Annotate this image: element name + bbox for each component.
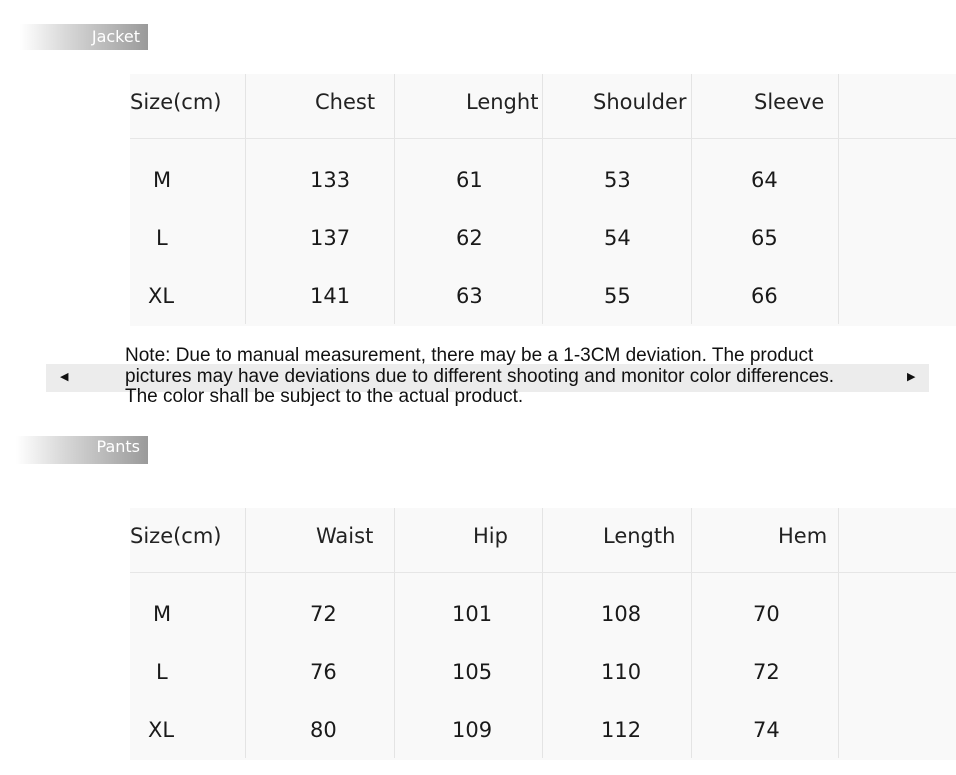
header-length: Lenght	[466, 90, 539, 114]
waist-cell: 80	[310, 718, 337, 742]
scroll-right-icon[interactable]: ▶	[907, 370, 916, 383]
chest-cell: 137	[310, 226, 351, 250]
length-cell: 63	[456, 284, 483, 308]
header-size: Size(cm)	[130, 90, 222, 114]
pants-section-label: Pants	[96, 437, 140, 456]
chest-cell: 133	[310, 168, 351, 192]
waist-cell: 72	[310, 602, 337, 626]
measurement-note: Note: Due to manual measurement, there may be a 1-3CM deviation. The product pictures may have deviations due to different shooting and monitor color differences. The color shall be subject to the actual product.	[125, 345, 835, 407]
hip-cell: 101	[452, 602, 493, 626]
sleeve-cell: 64	[751, 168, 778, 192]
hem-cell: 72	[753, 660, 780, 684]
jacket-section-tab[interactable]	[20, 24, 148, 50]
waist-cell: 76	[310, 660, 337, 684]
header-hem: Hem	[778, 524, 828, 548]
pants-section-tab[interactable]	[16, 436, 148, 464]
header-shoulder: Shoulder	[593, 90, 687, 114]
length-cell: 112	[601, 718, 642, 742]
hip-cell: 109	[452, 718, 493, 742]
length-cell: 62	[456, 226, 483, 250]
size-cell: L	[156, 226, 168, 250]
pants-size-table	[130, 508, 956, 760]
scroll-left-icon[interactable]: ◀	[60, 370, 69, 383]
hip-cell: 105	[452, 660, 493, 684]
shoulder-cell: 53	[604, 168, 631, 192]
hem-cell: 74	[753, 718, 780, 742]
table-header	[130, 508, 956, 573]
header-size: Size(cm)	[130, 524, 222, 548]
shoulder-cell: 54	[604, 226, 631, 250]
length-cell: 61	[456, 168, 483, 192]
length-cell: 110	[601, 660, 642, 684]
header-chest: Chest	[315, 90, 376, 114]
sleeve-cell: 66	[751, 284, 778, 308]
size-cell: L	[156, 660, 168, 684]
header-hip: Hip	[473, 524, 508, 548]
header-sleeve: Sleeve	[754, 90, 825, 114]
chest-cell: 141	[310, 284, 351, 308]
jacket-size-table	[130, 74, 956, 326]
length-cell: 108	[601, 602, 642, 626]
header-waist: Waist	[316, 524, 374, 548]
sleeve-cell: 65	[751, 226, 778, 250]
size-cell: XL	[148, 718, 175, 742]
table-header	[130, 74, 956, 139]
size-cell: M	[153, 168, 172, 192]
size-cell: XL	[148, 284, 175, 308]
header-length: Length	[603, 524, 676, 548]
shoulder-cell: 55	[604, 284, 631, 308]
jacket-section-label: Jacket	[91, 27, 140, 46]
hem-cell: 70	[753, 602, 780, 626]
size-cell: M	[153, 602, 172, 626]
